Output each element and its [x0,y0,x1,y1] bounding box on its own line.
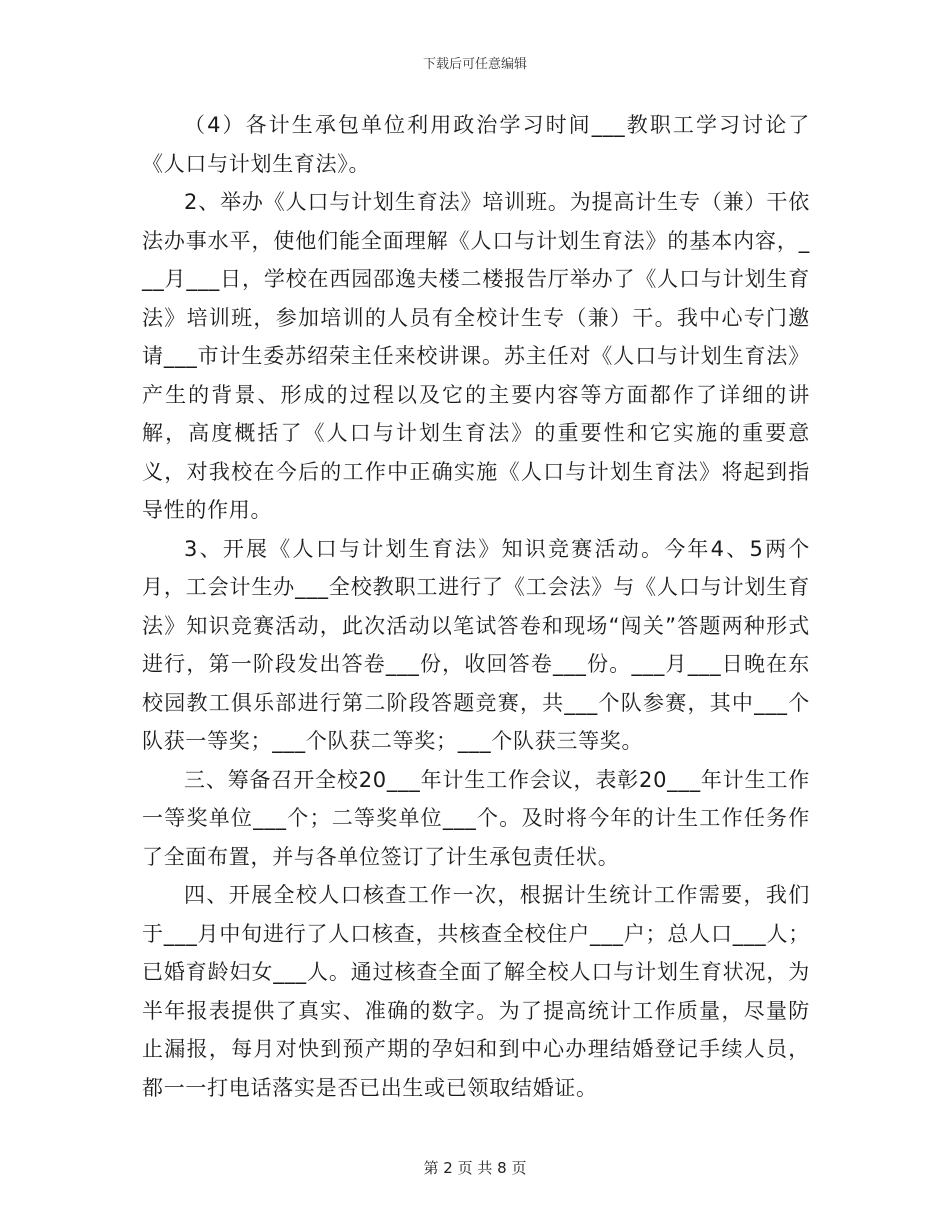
paragraph-training-class: 2、举办《人口与计划生育法》培训班。为提高计生专（兼）干依法办事水平，使他们能全面理解《人口与计划生育法》的基本内容，___月___日，学校在西园邵逸夫楼二楼报告厅举办了《人口与计划生育法》培训班，参加培训的人员有全校计生专（兼）干。我中心专门邀请___市计生委苏绍荣主任来校讲课。苏主任对《人口与计划生育法》产生的背景、形成的过程以及它的主要内容等方面都作了详细的讲解，高度概括了《人口与计划生育法》的重要性和它实施的重要意义，对我校在今后的工作中正确实施《人口与计划生育法》将起到指导性的作用。 [142,190,810,522]
paragraph-work-meeting: 三、筹备召开全校20___年计生工作会议，表彰20___年计生工作一等奖单位___个；二等奖单位___个。及时将今年的计生工作任务作了全面布置，并与各单位签订了计生承包责任状。 [142,767,810,869]
paragraph-study-discussion: （4）各计生承包单位利用政治学习时间___教职工学习讨论了《人口与计划生育法》。 [142,113,810,176]
document-body [142,106,810,1107]
page-header: 下载后可任意编辑 [422,57,527,72]
page-number: 第 2 页 共 8 页 [423,1159,527,1177]
paragraph-population-check: 四、开展全校人口核查工作一次，根据计生统计工作需要，我们于___月中旬进行了人口核查，共核查全校住户___户；总人口___人；已婚育龄妇女___人。通过核查全面了解全校人口与计划生育状况，为半年报表提供了真实、准确的数字。为了提高统计工作质量，尽量防止漏报，每月对快到预产期的孕妇和到中心办理结婚登记手续人员，都一一打电话落实是否已出生或已领取结婚证。 [142,883,810,1100]
paragraph-knowledge-contest: 3、开展《人口与计划生育法》知识竞赛活动。今年4、5两个月，工会计生办___全校教职工进行了《工会法》与《人口与计划生育法》知识竞赛活动，此次活动以笔试答卷和现场“闯关”答题两种形式进行，第一阶段发出答卷___份，收回答卷___份。___月___日晚在东校园教工俱乐部进行第二阶段答题竞赛，共___个队参赛，其中___个队获一等奖；___个队获二等奖；___个队获三等奖。 [142,536,810,753]
